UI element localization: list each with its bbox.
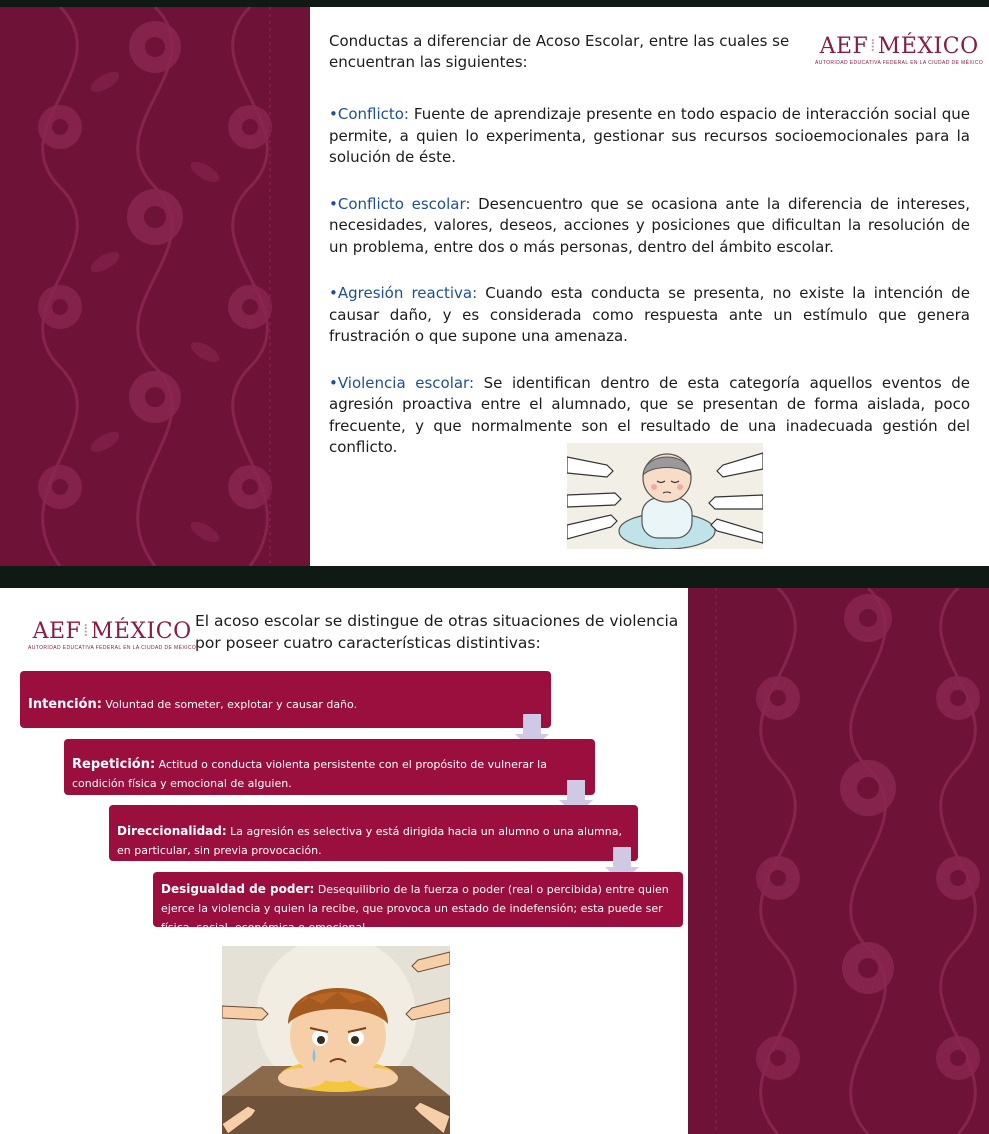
characteristic-text: La agresión es selectiva y está dirigida hacia un alumno o una alumna, en particular, sin previa provocación. — [117, 825, 622, 857]
characteristic-text: Desequilibrio de la fuerza o poder (real o percibida) entre quien ejerce la violencia y quien la recibe, que provoca un estado de indefensión; esta puede ser física, social, económica o emocional. — [161, 883, 669, 934]
logo-brand-left: AEF — [819, 34, 869, 59]
logo-separator: ⁞ — [83, 620, 89, 641]
characteristic-repeticion — [64, 739, 595, 795]
definition-term: •Violencia escolar: — [329, 373, 475, 392]
characteristic-title: Desigualdad de poder: — [161, 882, 315, 896]
definition-item — [329, 194, 970, 259]
characteristic-title: Intención: — [28, 697, 102, 712]
logo-brand-left: AEF — [32, 619, 82, 644]
slide-heading: El acoso escolar se distingue de otras situaciones de violencia por poseer cuatro características distintivas: — [195, 612, 679, 652]
characteristic-intencion — [20, 671, 551, 728]
decorative-floral-panel — [0, 7, 310, 566]
definition-text: Se identifican dentro de esta categoría aquellos eventos de agresión proactiva entre el alumnado, que se presentan de forma aislada, poco frecuente, y que normalmente son el resultado de una inadecuada gestión del conflicto. — [329, 373, 970, 456]
definition-item — [329, 104, 970, 169]
definition-item — [329, 283, 970, 348]
decorative-floral-panel — [688, 588, 989, 1134]
characteristic-title: Repetición: — [72, 757, 156, 772]
characteristic-text: Actitud o conducta violenta persistente con el propósito de vulnerar la condición física y emocional de alguien. — [72, 758, 547, 790]
logo-separator: ⁞ — [870, 35, 876, 56]
characteristic-direccionalidad — [109, 805, 638, 861]
floral-pattern-icon — [0, 7, 310, 566]
floral-pattern-icon — [688, 588, 989, 1134]
characteristic-text: Voluntad de someter, explotar y causar daño. — [101, 698, 358, 711]
definition-text: Cuando esta conducta se presenta, no existe la intención de causar daño, y es considerada como respuesta ante un estímulo que genera frustración o que supone una amenaza. — [329, 284, 970, 345]
top-border — [0, 0, 989, 7]
characteristic-desigualdad — [153, 872, 683, 934]
pointing-fingers-child-illustration — [567, 443, 763, 549]
logo-brand-right: MÉXICO — [877, 34, 979, 59]
logo-brand-right: MÉXICO — [90, 619, 192, 644]
definition-term: •Agresión reactiva: — [329, 284, 478, 302]
aef-mexico-logo — [815, 34, 983, 66]
definition-term: •Conflicto escolar: — [329, 194, 471, 213]
logo-subtitle: AUTORIDAD EDUCATIVA FEDERAL EN LA CIUDAD DE MÉXICO — [815, 60, 984, 66]
slide-heading: Conductas a diferenciar de Acoso Escolar, entre las cuales se encuentran las siguientes: — [329, 32, 790, 71]
logo-subtitle: AUTORIDAD EDUCATIVA FEDERAL EN LA CIUDAD DE MÉXICO — [28, 645, 197, 651]
characteristic-title: Direccionalidad: — [117, 824, 227, 838]
slide-caracteristicas — [0, 588, 989, 1134]
definition-text: Fuente de aprendizaje presente en todo espacio de interacción social que permite, a quien lo experimenta, gestionar sus recursos socioemocionales para la solución de éste. — [329, 105, 970, 166]
sad-child-illustration — [222, 946, 450, 1134]
aef-mexico-logo — [28, 619, 196, 651]
definitions-list — [329, 104, 970, 484]
definition-term: •Conflicto: — [329, 105, 409, 123]
definition-text: Desencuentro que se ocasiona ante la diferencia de intereses, necesidades, valores, deseos, acciones y posiciones que dificultan la resolución de un problema, entre dos o más personas, dentro del ámbito escolar. — [329, 194, 970, 256]
slide-conductas — [0, 0, 989, 566]
